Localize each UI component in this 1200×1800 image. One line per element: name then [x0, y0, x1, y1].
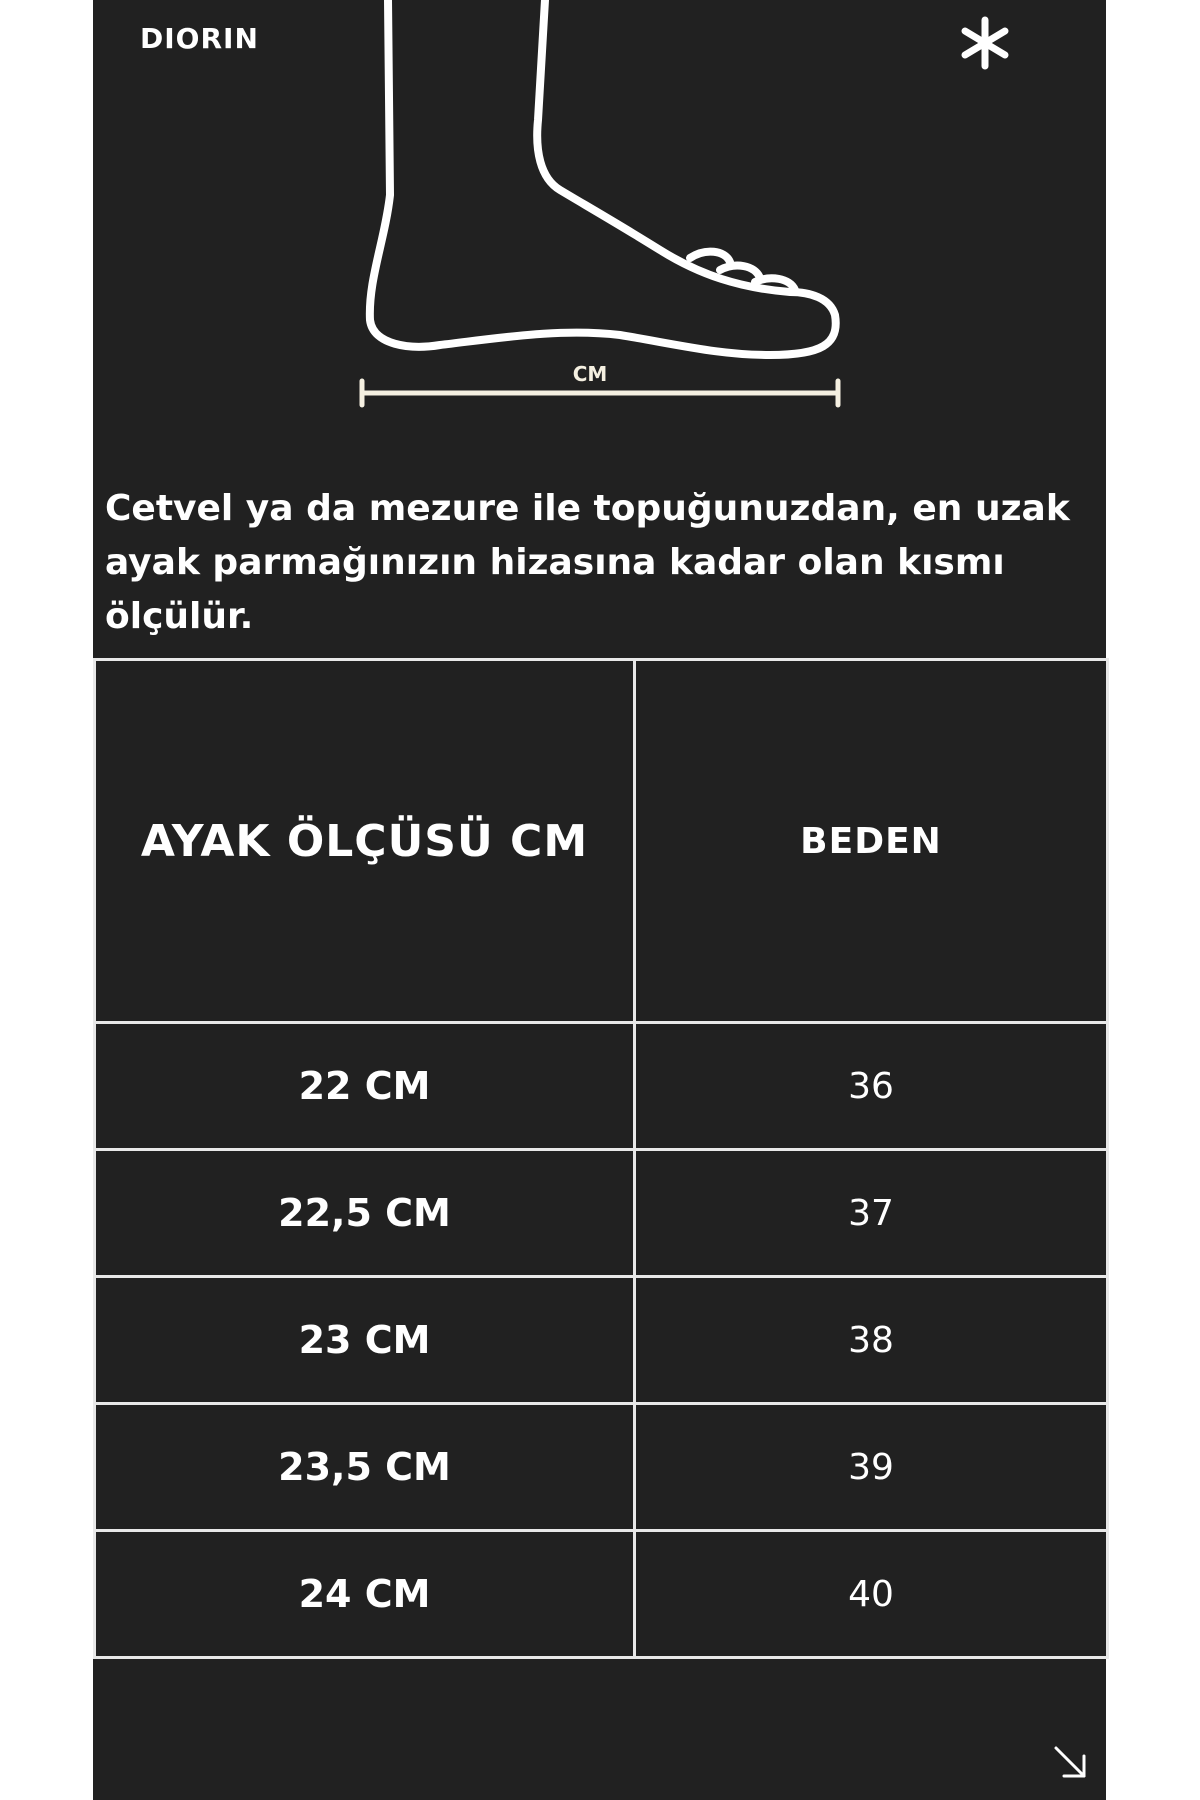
- header-shoe-size: BEDEN: [635, 660, 1108, 1023]
- table-row: [95, 1404, 1108, 1531]
- foot-outline-icon: [0, 0, 1200, 420]
- shoe-size-cell: 36: [635, 1023, 1108, 1150]
- shoe-size-cell: 37: [635, 1150, 1108, 1277]
- header-foot-size: AYAK ÖLÇÜSÜ CM: [95, 660, 635, 1023]
- foot-length-cell: 23 CM: [95, 1277, 635, 1404]
- table-row: [95, 1150, 1108, 1277]
- size-table: [93, 658, 1109, 1659]
- table-row: [95, 1531, 1108, 1658]
- table-header-row: [95, 660, 1108, 1023]
- foot-length-cell: 23,5 CM: [95, 1404, 635, 1531]
- shoe-size-cell: 38: [635, 1277, 1108, 1404]
- table-row: [95, 1277, 1108, 1404]
- foot-length-cell: 22,5 CM: [95, 1150, 635, 1277]
- shoe-size-cell: 39: [635, 1404, 1108, 1531]
- instruction-text: Cetvel ya da mezure ile topuğunuzdan, en uzak ayak parmağınızın hizasına kadar olan kısmı ölçülür.: [105, 488, 1070, 637]
- measure-label: CM: [572, 362, 608, 386]
- foot-length-cell: 22 CM: [95, 1023, 635, 1150]
- foot-length-cell: 24 CM: [95, 1531, 635, 1658]
- shoe-size-cell: 40: [635, 1531, 1108, 1658]
- brand-logo: DIORIN: [140, 22, 259, 55]
- arrow-down-right-icon: [1052, 1744, 1088, 1780]
- table-row: [95, 1023, 1108, 1150]
